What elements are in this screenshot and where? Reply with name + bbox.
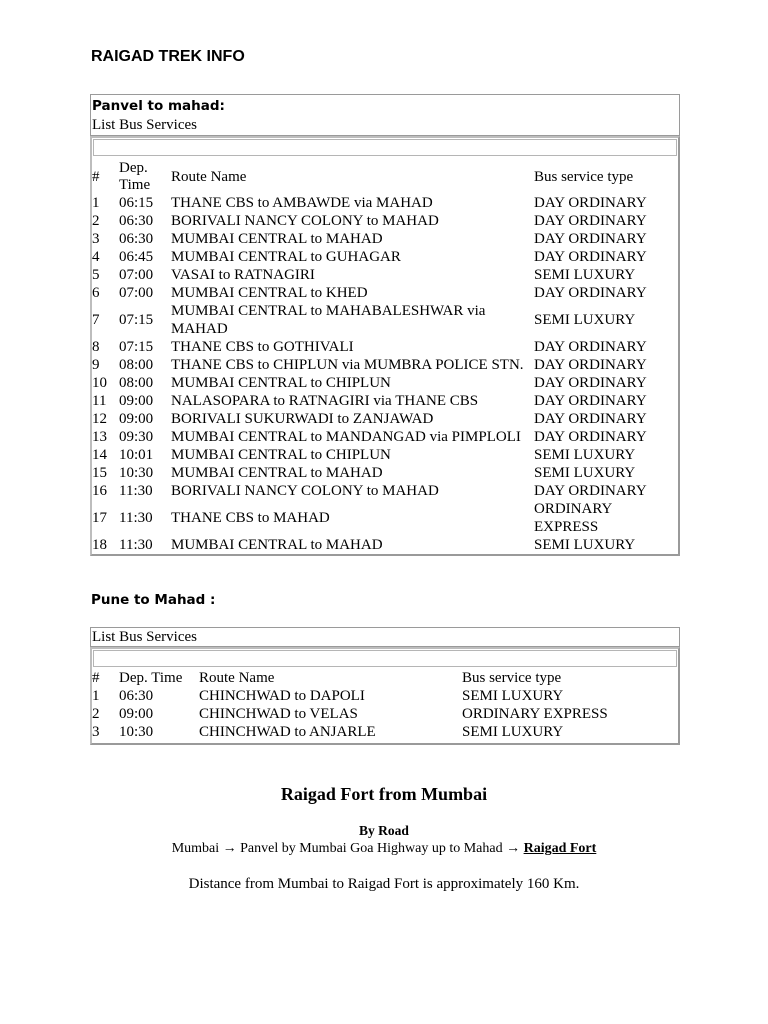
cell-num: 2	[92, 706, 100, 722]
cell-num: 16	[92, 483, 107, 499]
cell-route: MUMBAI CENTRAL to MAHAD	[171, 465, 383, 481]
cell-time: 10:30	[119, 724, 154, 740]
table-row	[92, 392, 678, 410]
cell-num: 17	[92, 510, 107, 526]
cell-num: 3	[92, 231, 100, 247]
cell-num: 14	[92, 447, 107, 463]
table-row	[92, 230, 678, 248]
by-road-label: By Road	[359, 823, 409, 838]
col-header-num: #	[92, 670, 100, 686]
table-row	[92, 248, 678, 266]
cell-time: 09:00	[119, 706, 154, 722]
cell-time: 10:01	[119, 447, 154, 463]
raigad-fort-link[interactable]: Raigad Fort	[523, 841, 597, 856]
cell-time: 06:30	[119, 213, 154, 229]
pune-section-box	[90, 627, 680, 647]
cell-time: 07:15	[119, 339, 154, 355]
table-row	[92, 723, 678, 741]
cell-num: 1	[92, 195, 100, 211]
table-row	[92, 428, 678, 446]
table-row	[92, 284, 678, 302]
pune-table	[92, 669, 678, 741]
cell-num: 10	[92, 375, 107, 391]
cell-time: 11:30	[119, 483, 153, 499]
col-header-route: Route Name	[199, 670, 275, 686]
cell-num: 11	[92, 393, 107, 409]
panvel-caption: List Bus Services	[92, 117, 197, 133]
cell-type: SEMI LUXURY	[534, 447, 636, 463]
col-header-type: Bus service type	[462, 670, 562, 686]
table-row	[92, 338, 678, 356]
cell-type: DAY ORDINARY	[534, 213, 647, 229]
cell-num: 18	[92, 537, 107, 553]
table-header-row	[92, 669, 678, 687]
table-row	[92, 705, 678, 723]
cell-type: ORDINARY EXPRESS	[534, 501, 612, 535]
panvel-heading: Panvel to mahad:	[92, 98, 225, 114]
cell-route: MUMBAI CENTRAL to MAHAD	[171, 231, 383, 247]
table-row	[92, 536, 678, 554]
cell-route: CHINCHWAD to DAPOLI	[199, 688, 365, 704]
table-row	[92, 410, 678, 428]
cell-route: MUMBAI CENTRAL to GUHAGAR	[171, 249, 401, 265]
cell-type: SEMI LUXURY	[462, 724, 564, 740]
table-row	[92, 482, 678, 500]
cell-route: BORIVALI SUKURWADI to ZANJAWAD	[171, 411, 434, 427]
cell-route: VASAI to RATNAGIRI	[171, 267, 315, 283]
cell-num: 4	[92, 249, 100, 265]
cell-route: THANE CBS to CHIPLUN via MUMBRA POLICE STN.	[171, 357, 524, 373]
table-row	[92, 446, 678, 464]
road-route-line	[0, 841, 768, 857]
table-row	[92, 687, 678, 705]
cell-time: 08:00	[119, 357, 154, 373]
cell-type: DAY ORDINARY	[534, 393, 647, 409]
cell-route: MUMBAI CENTRAL to KHED	[171, 285, 368, 301]
cell-type: DAY ORDINARY	[534, 357, 647, 373]
cell-type: DAY ORDINARY	[534, 285, 647, 301]
cell-route: THANE CBS to AMBAWDE via MAHAD	[171, 195, 433, 211]
cell-time: 09:30	[119, 429, 154, 445]
panvel-empty-row	[93, 139, 677, 156]
cell-time: 10:30	[119, 465, 154, 481]
cell-time: 07:15	[119, 312, 154, 328]
cell-route: CHINCHWAD to VELAS	[199, 706, 358, 722]
cell-route: THANE CBS to GOTHIVALI	[171, 339, 354, 355]
cell-num: 15	[92, 465, 107, 481]
pune-empty-row	[93, 650, 677, 667]
cell-type: SEMI LUXURY	[462, 688, 564, 704]
table-row	[92, 374, 678, 392]
cell-time: 07:00	[119, 285, 154, 301]
table-header-row	[92, 160, 678, 194]
col-header-route: Route Name	[171, 169, 247, 185]
cell-route: MUMBAI CENTRAL to MAHABALESHWAR via MAHAD	[171, 303, 486, 337]
cell-num: 3	[92, 724, 100, 740]
table-row	[92, 266, 678, 284]
cell-type: SEMI LUXURY	[534, 465, 636, 481]
cell-route: THANE CBS to MAHAD	[171, 510, 330, 526]
page-title: RAIGAD TREK INFO	[91, 48, 245, 65]
panvel-table	[92, 160, 678, 554]
pune-caption: List Bus Services	[92, 629, 197, 645]
pune-heading: Pune to Mahad :	[91, 592, 216, 608]
cell-type: DAY ORDINARY	[534, 375, 647, 391]
cell-num: 8	[92, 339, 100, 355]
cell-type: DAY ORDINARY	[534, 483, 647, 499]
cell-num: 7	[92, 312, 100, 328]
cell-route: MUMBAI CENTRAL to MAHAD	[171, 537, 383, 553]
cell-time: 08:00	[119, 375, 154, 391]
table-row	[92, 194, 678, 212]
cell-type: DAY ORDINARY	[534, 231, 647, 247]
cell-time: 11:30	[119, 537, 153, 553]
cell-type: DAY ORDINARY	[534, 249, 647, 265]
cell-num: 12	[92, 411, 107, 427]
panvel-bus-table	[90, 136, 680, 556]
cell-time: 09:00	[119, 411, 154, 427]
cell-route: CHINCHWAD to ANJARLE	[199, 724, 376, 740]
cell-num: 13	[92, 429, 107, 445]
cell-route: MUMBAI CENTRAL to CHIPLUN	[171, 447, 391, 463]
cell-num: 6	[92, 285, 100, 301]
table-row	[92, 302, 678, 338]
cell-num: 5	[92, 267, 100, 283]
cell-time: 06:45	[119, 249, 154, 265]
cell-type: DAY ORDINARY	[534, 339, 647, 355]
cell-time: 09:00	[119, 393, 154, 409]
panvel-section-box	[90, 94, 680, 136]
cell-num: 9	[92, 357, 100, 373]
cell-type: DAY ORDINARY	[534, 411, 647, 427]
table-row	[92, 212, 678, 230]
fort-heading: Raigad Fort from Mumbai	[280, 784, 488, 804]
cell-time: 07:00	[119, 267, 154, 283]
cell-type: SEMI LUXURY	[534, 267, 636, 283]
road-route-text: Mumbai → Panvel by Mumbai Goa Highway up to Mahad →	[171, 841, 524, 856]
table-row	[92, 356, 678, 374]
cell-time: 06:30	[119, 688, 154, 704]
cell-route: BORIVALI NANCY COLONY to MAHAD	[171, 213, 439, 229]
cell-time: 11:30	[119, 510, 153, 526]
distance-text: Distance from Mumbai to Raigad Fort is approximately 160 Km.	[188, 876, 580, 892]
cell-route: NALASOPARA to RATNAGIRI via THANE CBS	[171, 393, 479, 409]
cell-route: MUMBAI CENTRAL to MANDANGAD via PIMPLOLI	[171, 429, 521, 445]
cell-num: 1	[92, 688, 100, 704]
cell-type: SEMI LUXURY	[534, 312, 636, 328]
cell-type: DAY ORDINARY	[534, 429, 647, 445]
table-row	[92, 464, 678, 482]
col-header-time: Dep. Time	[119, 670, 183, 686]
cell-type: SEMI LUXURY	[534, 537, 636, 553]
table-row	[92, 500, 678, 536]
cell-type: DAY ORDINARY	[534, 195, 647, 211]
cell-num: 2	[92, 213, 100, 229]
col-header-type: Bus service type	[534, 169, 634, 185]
cell-time: 06:15	[119, 195, 154, 211]
cell-type: ORDINARY EXPRESS	[462, 706, 608, 722]
cell-time: 06:30	[119, 231, 154, 247]
col-header-num: #	[92, 169, 100, 185]
pune-bus-table	[90, 647, 680, 745]
cell-route: BORIVALI NANCY COLONY to MAHAD	[171, 483, 439, 499]
col-header-time: Dep. Time	[119, 160, 151, 193]
cell-route: MUMBAI CENTRAL to CHIPLUN	[171, 375, 391, 391]
